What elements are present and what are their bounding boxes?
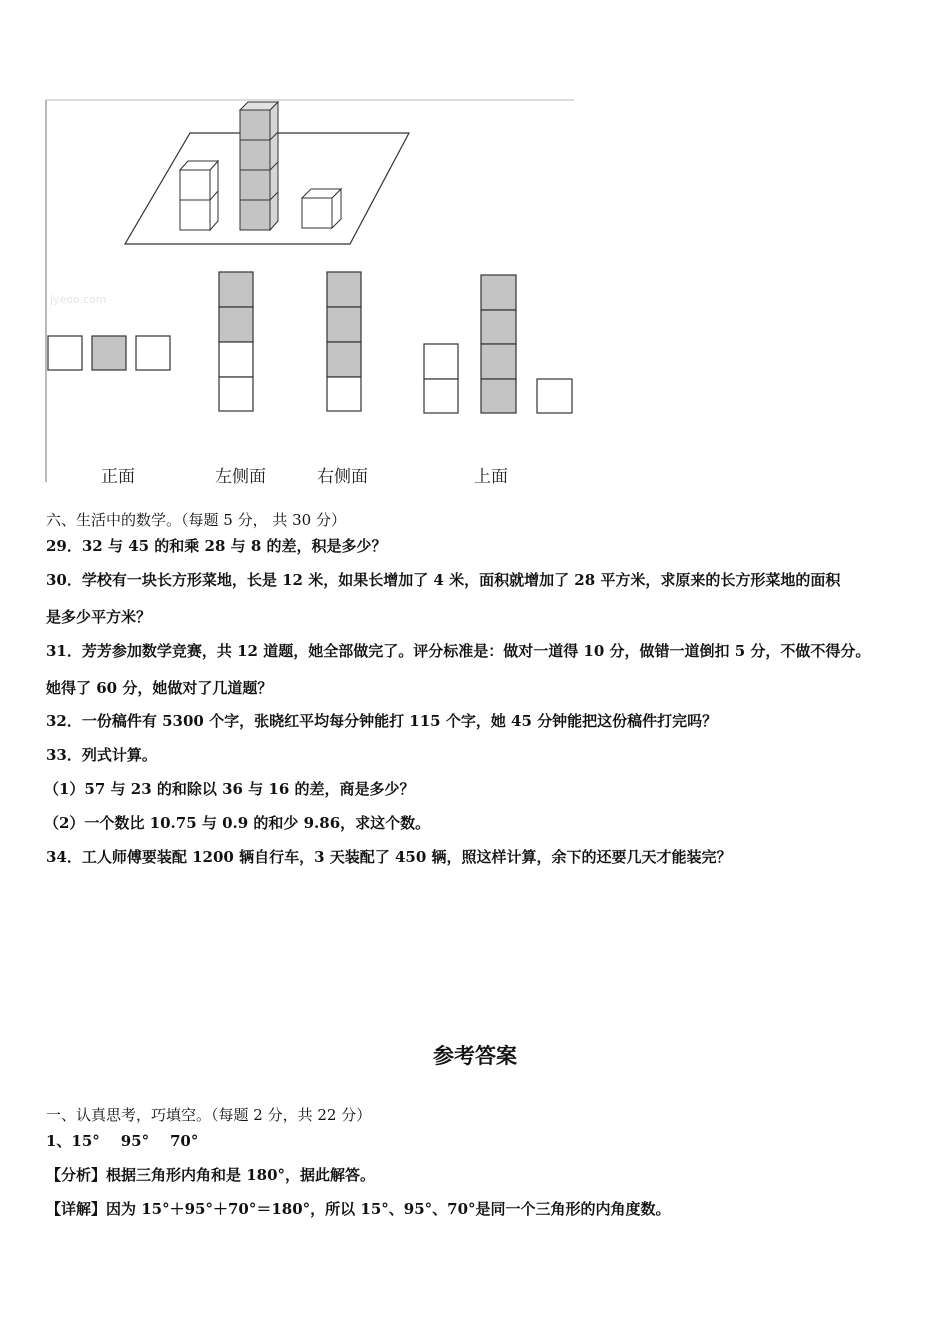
answers-section1-heading: 一、认真思考，巧填空。（每题 2 分，共 22 分） <box>46 1106 372 1124</box>
question-34: 34．工人师傅要装配 1200 辆自行车，3 天装配了 450 辆，照这样计算，余下的还要几天才能装完？ <box>46 848 732 866</box>
view-label-top: 上面 <box>474 467 508 487</box>
right-side-view <box>327 272 361 411</box>
right-cube <box>302 189 341 228</box>
left-side-view <box>219 272 253 411</box>
question-32: 32．一份稿件有 5300 个字，张晓红平均每分钟能打 115 个字，她 45 分钟能把这份稿件打完吗？ <box>46 712 718 730</box>
cube-views-figure <box>44 98 576 486</box>
view-label-front: 正面 <box>101 467 135 487</box>
view-label-left: 左侧面 <box>215 467 266 487</box>
cube-views-drawing <box>44 98 576 486</box>
top-view <box>424 275 572 413</box>
answer-1: 1、15° 95° 70° <box>46 1132 199 1150</box>
question-33-part1: （1）57 与 23 的和除以 36 与 16 的差，商是多少？ <box>44 780 415 798</box>
question-33-part2: （2）一个数比 10.75 与 0.9 的和少 9.86，求这个数。 <box>44 814 431 832</box>
middle-stack <box>240 102 278 230</box>
question-31-line1: 31．芳芳参加数学竞赛，共 12 道题，她全部做完了。评分标准是：做对一道得 10 分，做错一道倒扣 5 分，不做不得分。 <box>46 642 871 660</box>
answers-title: 参考答案 <box>433 1043 517 1068</box>
section6-heading: 六、生活中的数学。（每题 5 分， 共 30 分） <box>46 511 346 529</box>
view-label-right: 右侧面 <box>317 467 368 487</box>
question-30-line2: 是多少平方米？ <box>46 608 152 626</box>
left-stack <box>180 161 218 230</box>
answer-1-detail: 【详解】因为 15°＋95°＋70°＝180°，所以 15°、95°、70°是同一个三角形的内角度数。 <box>46 1200 671 1218</box>
front-view <box>48 336 170 370</box>
question-33: 33．列式计算。 <box>46 746 157 764</box>
answer-1-analysis: 【分析】根据三角形内角和是 180°，据此解答。 <box>46 1166 376 1184</box>
question-31-line2: 她得了 60 分，她做对了几道题？ <box>46 679 273 697</box>
watermark: jyeoo.com <box>50 293 107 306</box>
question-30-line1: 30．学校有一块长方形菜地，长是 12 米，如果长增加了 4 米，面积就增加了 28 平方米，求原来的长方形菜地的面积 <box>46 571 841 589</box>
question-29: 29．32 与 45 的和乘 28 与 8 的差，积是多少？ <box>46 537 387 555</box>
